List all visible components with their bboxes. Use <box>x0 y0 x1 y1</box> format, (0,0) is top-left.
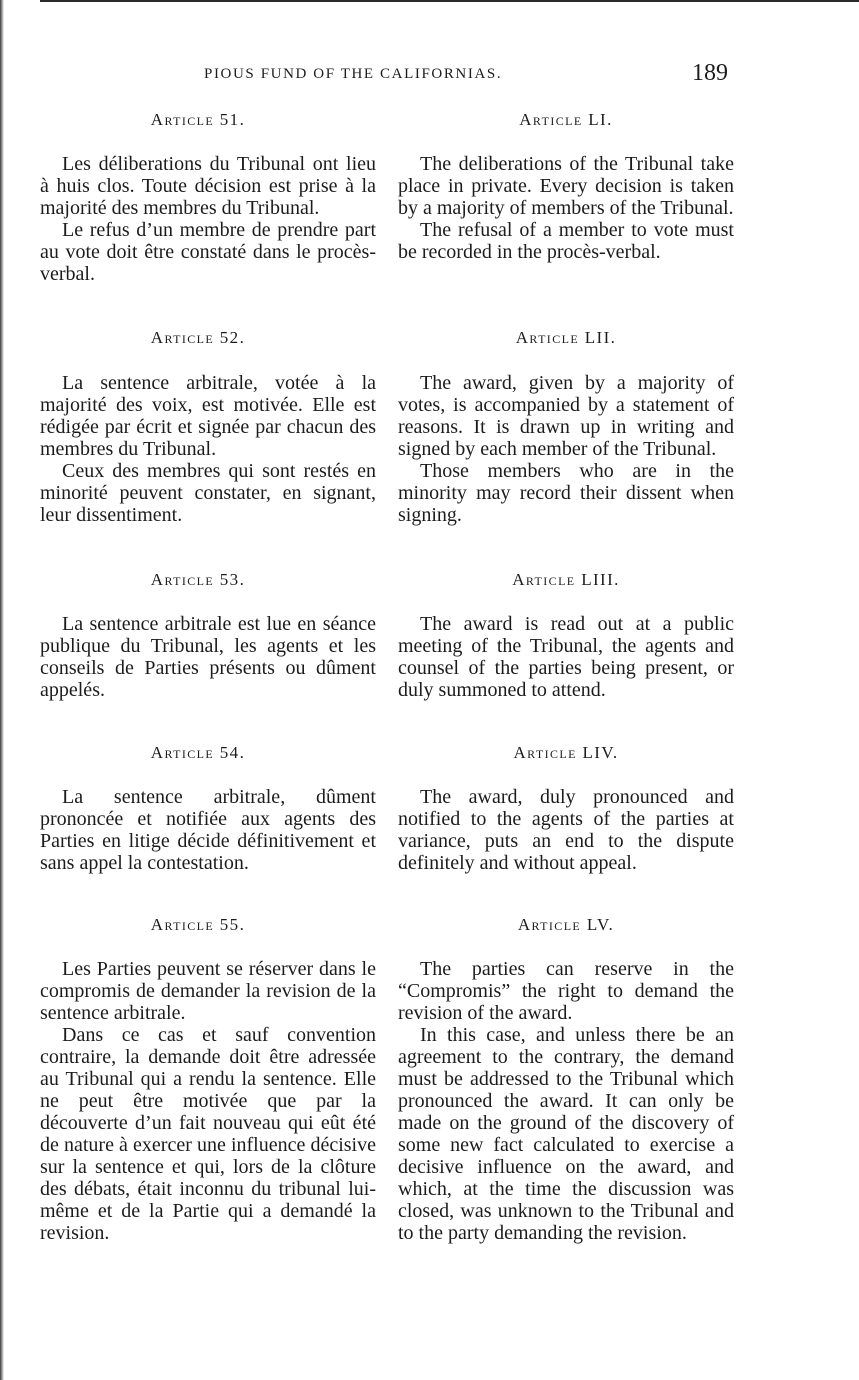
article-liii-heading: Article LIII. <box>512 570 620 589</box>
article-51-fr-para-2: Le refus d’un membre de prendre part au vote doit être constaté dans le procès-verbal. <box>40 219 376 285</box>
article-liii-english-text <box>398 613 734 701</box>
article-lii-en-para-1: The award, given by a majority of votes, is accompanied by a statement of reasons. It is drawn up in writing and signed by each member of the Tribunal. <box>398 372 734 460</box>
article-liv-en-para-1: The award, duly pronounced and notified to the agents of the parties at variance, puts an end to the dispute definitely and without appeal. <box>398 786 734 874</box>
article-53-fr-para-1: La sentence arbitrale est lue en séance publique du Tribunal, les agents et les conseils de Parties présents ou dûment appelés. <box>40 613 376 701</box>
page-binding-edge <box>0 0 4 1380</box>
article-lii-heading: Article LII. <box>515 328 617 347</box>
article-li-heading: Article LI. <box>519 110 613 129</box>
article-lv-en-para-2: In this case, and unless there be an agreement to the contrary, the demand must be addressed to the Tribunal which pronounced the award. It can only be made on the ground of the discovery of some new fact calculated to exercise a decisive influence on the award, and which, at the time the discussion was closed, was unknown to the Tribunal and to the party demanding the revision. <box>398 1024 734 1244</box>
page-top-edge <box>40 0 859 2</box>
article-li-english-text <box>398 153 734 263</box>
article-54-fr-para-1: La sentence arbitrale, dûment prononcée et notifiée aux agents des Parties en litige décide définitivement et sans appel la contestation. <box>40 786 376 874</box>
article-liv-english-text <box>398 786 734 874</box>
page-number: 189 <box>692 60 728 86</box>
article-li-en-para-2: The refusal of a member to vote must be recorded in the procès-verbal. <box>398 219 734 263</box>
article-51-fr-para-1: Les déliberations du Tribunal ont lieu à huis clos. Toute décision est prise à la majorité des membres du Tribunal. <box>40 153 376 219</box>
article-52-french-text <box>40 372 376 526</box>
article-li-en-para-1: The deliberations of the Tribunal take place in private. Every decision is taken by a majority of members of the Tribunal. <box>398 153 734 219</box>
article-51-heading: Article 51. <box>150 110 246 129</box>
article-55-french-text <box>40 958 376 1244</box>
article-54-french-text <box>40 786 376 874</box>
article-lv-en-para-1: The parties can reserve in the “Compromis” the right to demand the revision of the award. <box>398 958 734 1024</box>
article-liii-en-para-1: The award is read out at a public meeting of the Tribunal, the agents and counsel of the parties being present, or duly summoned to attend. <box>398 613 734 701</box>
article-53-heading: Article 53. <box>150 570 246 589</box>
article-51-french-text <box>40 153 376 285</box>
article-lii-english-text <box>398 372 734 526</box>
article-52-fr-para-2: Ceux des membres qui sont restés en minorité peuvent constater, en signant, leur dissentiment. <box>40 460 376 526</box>
article-54-heading: Article 54. <box>150 743 246 762</box>
article-55-fr-para-1: Les Parties peuvent se réserver dans le compromis de demander la revision de la sentence arbitrale. <box>40 958 376 1024</box>
article-52-fr-para-1: La sentence arbitrale, votée à la majorité des voix, est motivée. Elle est rédigée par écrit et signée par chacun des membres du Tribunal. <box>40 372 376 460</box>
running-title: PIOUS FUND OF THE CALIFORNIAS. <box>204 66 503 82</box>
article-53-french-text <box>40 613 376 701</box>
article-52-heading: Article 52. <box>150 328 246 347</box>
article-lii-en-para-2: Those members who are in the minority may record their dissent when signing. <box>398 460 734 526</box>
article-55-fr-para-2: Dans ce cas et sauf convention contraire, la demande doit être adressée au Tribunal qui a rendu la sentence. Elle ne peut être motivée que par la découverte d’un fait nouveau qui eût été de nature à exercer une influence décisive sur la sentence et qui, lors de la clôture des débats, était inconnu du tribunal lui-même et de la Partie qui a demandé la revision. <box>40 1024 376 1244</box>
article-lv-heading: Article LV. <box>517 915 615 934</box>
article-lv-english-text <box>398 958 734 1244</box>
article-55-heading: Article 55. <box>150 915 246 934</box>
article-liv-heading: Article LIV. <box>513 743 619 762</box>
